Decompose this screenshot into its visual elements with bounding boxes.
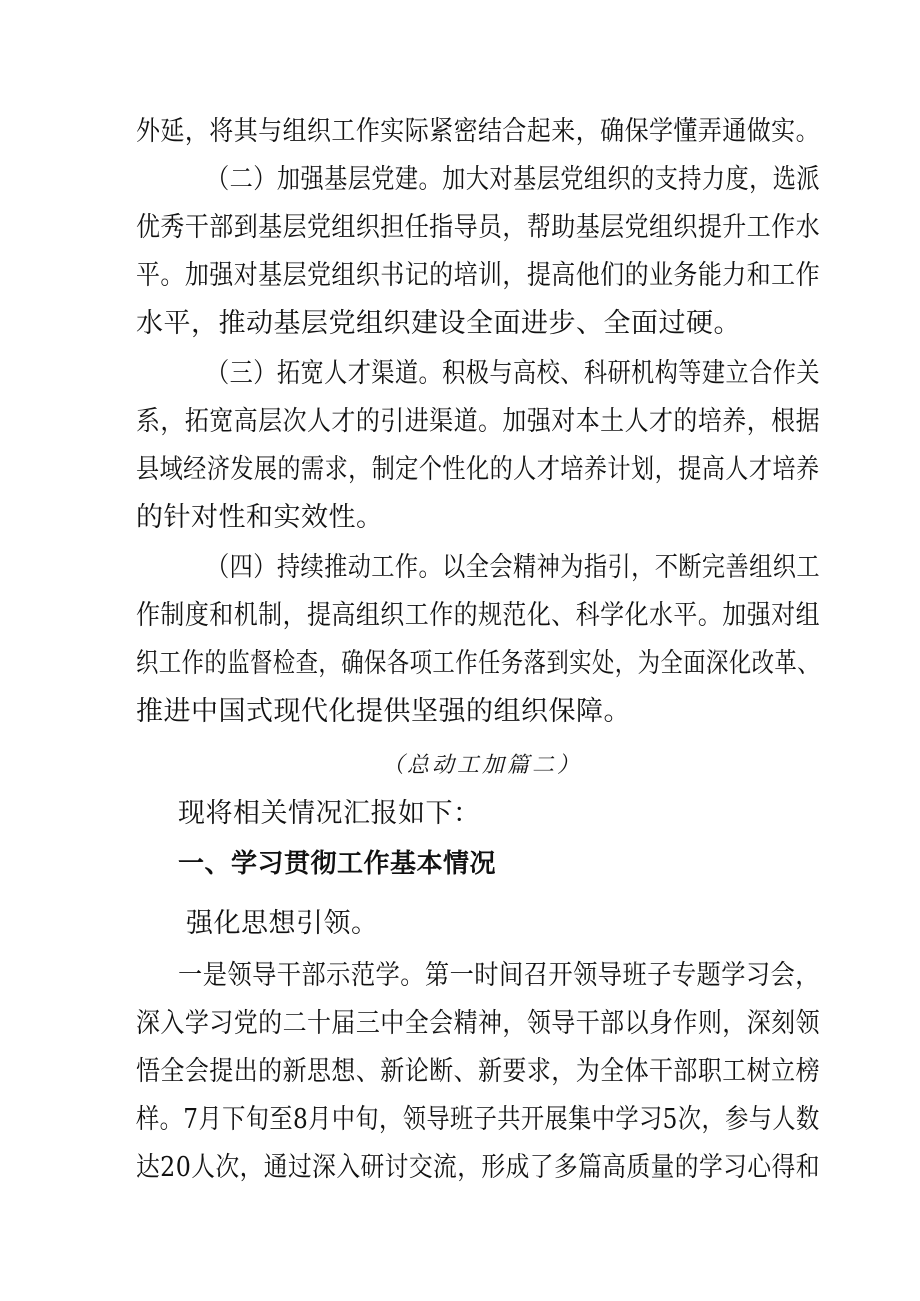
paragraph-line: 县域经济发展的需求，制定个性化的人才培养计划，提高人才培养 — [136, 454, 820, 485]
paragraph-line: 平。加强对基层党组织书记的培训，提高他们的业务能力和工作 — [136, 260, 820, 291]
paragraph-line: 推进中国式现代化提供坚强的组织保障。 — [136, 696, 631, 727]
paragraph-line: 悟全会提出的新思想、新论断、新要求，为全体干部职工树立榜 — [136, 1056, 820, 1087]
section-subtitle: （总动工加篇二） — [382, 753, 583, 778]
paragraph-line: 的针对性和实效性。 — [136, 502, 384, 533]
subheading-line: 强化思想引领。 — [186, 908, 379, 939]
paragraph-line: 优秀干部到基层党组织担任指导员，帮助基层党组织提升工作水 — [136, 212, 820, 243]
paragraph-line: 样。7月下旬至8月中旬，领导班子共开展集中学习5次，参与人数 — [136, 1104, 820, 1135]
paragraph-line: （三）拓宽人才渠道。积极与高校、科研机构等建立合作关 — [206, 358, 820, 389]
section-heading: 一、学习贯彻工作基本情况 — [178, 849, 497, 879]
paragraph-line: 一是领导干部示范学。第一时间召开领导班子专题学习会， — [178, 960, 820, 991]
paragraph-line: 深入学习党的二十届三中全会精神，领导干部以身作则，深刻领 — [136, 1008, 820, 1039]
paragraph-line: 水平，推动基层党组织建设全面进步、全面过硬。 — [136, 308, 741, 339]
paragraph-line: 织工作的监督检查，确保各项工作任务落到实处，为全面深化改革、 — [136, 648, 820, 679]
paragraph-line: 作制度和机制，提高组织工作的规范化、科学化水平。加强对组 — [136, 600, 820, 631]
paragraph-line: 外延，将其与组织工作实际紧密结合起来，确保学懂弄通做实。 — [136, 116, 820, 147]
intro-line: 现将相关情况汇报如下： — [178, 798, 481, 829]
paragraph-line: （四）持续推动工作。以全会精神为指引，不断完善组织工 — [206, 552, 820, 583]
paragraph-line: （二）加强基层党建。加大对基层党组织的支持力度，选派 — [206, 164, 820, 195]
paragraph-line: 达20人次，通过深入研讨交流，形成了多篇高质量的学习心得和 — [136, 1152, 820, 1183]
paragraph-line: 系，拓宽高层次人才的引进渠道。加强对本土人才的培养，根据 — [136, 406, 820, 437]
